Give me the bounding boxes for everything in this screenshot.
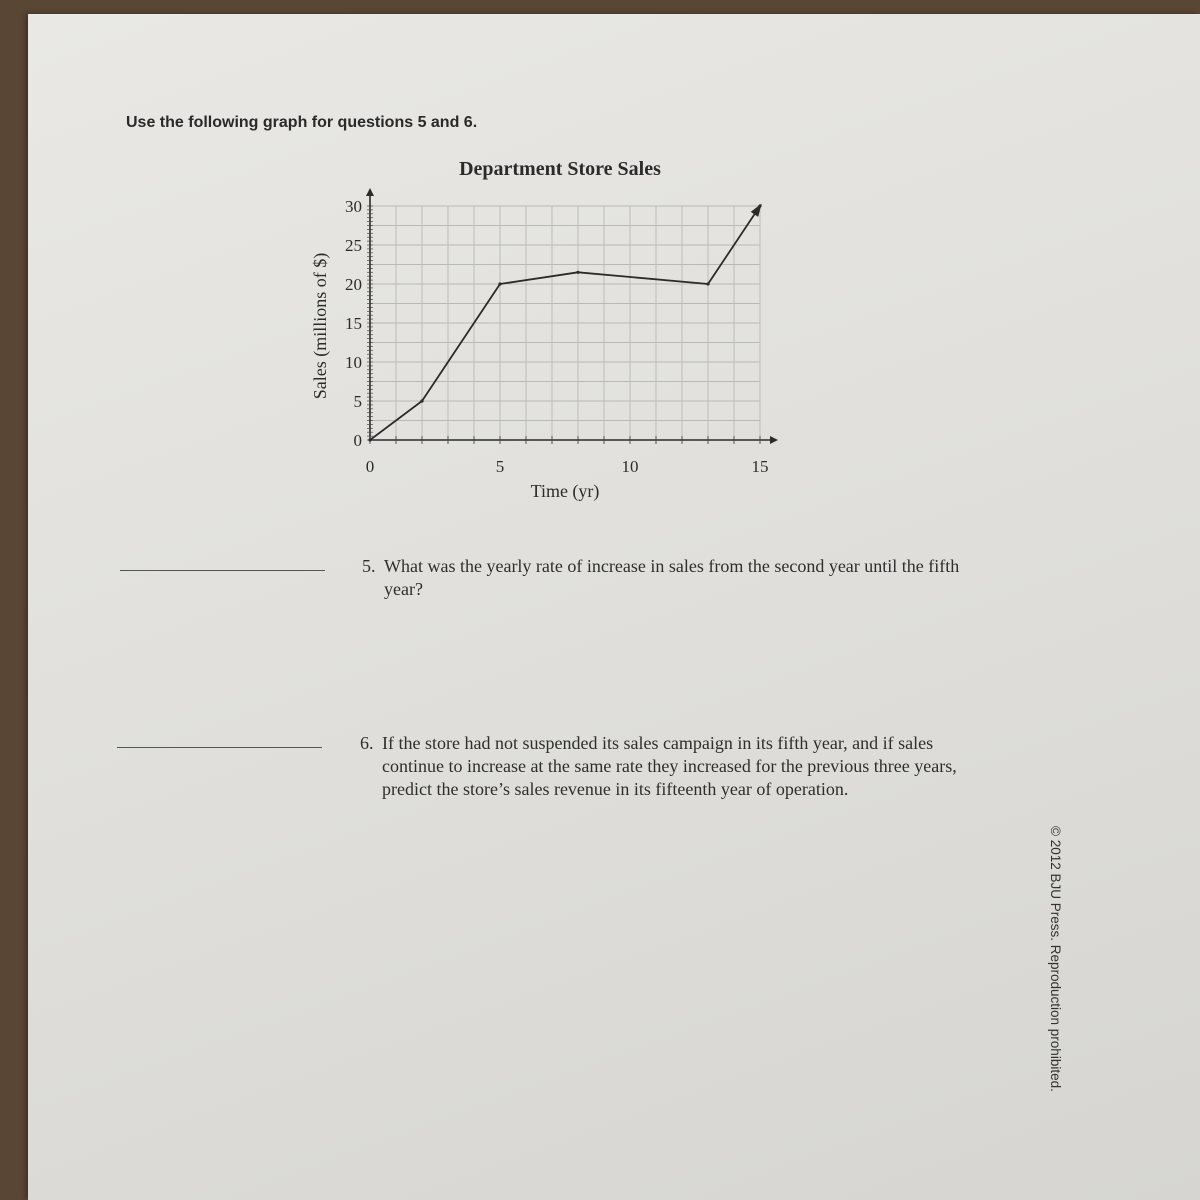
x-tick-label: 5 [495, 457, 505, 476]
question-6-number: 6. [360, 733, 374, 753]
y-tick-label: 30 [345, 197, 362, 216]
data-point [420, 399, 423, 402]
y-tick-label: 20 [345, 275, 362, 294]
question-6-text: If the store had not suspended its sales campaign in its fifth year, and if sales continue to increase at the same rate they increased for the previous three years, predict the store’s sales revenue in its fifteenth year of operation. [382, 733, 957, 799]
question-5 [362, 555, 1002, 601]
y-tick-label: 0 [353, 431, 362, 450]
sales-line-chart [300, 186, 790, 506]
question-5-number: 5. [362, 556, 376, 576]
question-6 [360, 732, 980, 801]
answer-line-5[interactable] [120, 570, 325, 571]
data-point [576, 271, 579, 274]
data-point [706, 282, 709, 285]
chart-title: Department Store Sales [459, 158, 661, 180]
data-point [368, 438, 371, 441]
x-axis-label: Time (yr) [530, 481, 600, 501]
x-tick-label: 0 [365, 457, 375, 476]
x-tick-label: 10 [621, 457, 639, 476]
x-axis-arrow [770, 436, 778, 444]
y-axis-arrow [366, 188, 374, 196]
y-tick-label: 25 [345, 236, 362, 255]
intro-text: Use the following graph for questions 5 and 6. [126, 114, 478, 131]
y-axis-label: Sales (millions of $) [310, 252, 330, 400]
question-5-text: What was the yearly rate of increase in sales from the second year until the fifth year? [384, 556, 960, 599]
data-point [498, 282, 501, 285]
copyright-notice: © 2012 BJU Press. Reproduction prohibited. [1048, 826, 1063, 1092]
y-tick-label: 15 [345, 314, 362, 333]
x-tick-label: 15 [751, 457, 769, 476]
y-tick-label: 5 [353, 392, 362, 411]
y-tick-label: 10 [345, 353, 362, 372]
answer-line-6[interactable] [117, 747, 322, 748]
